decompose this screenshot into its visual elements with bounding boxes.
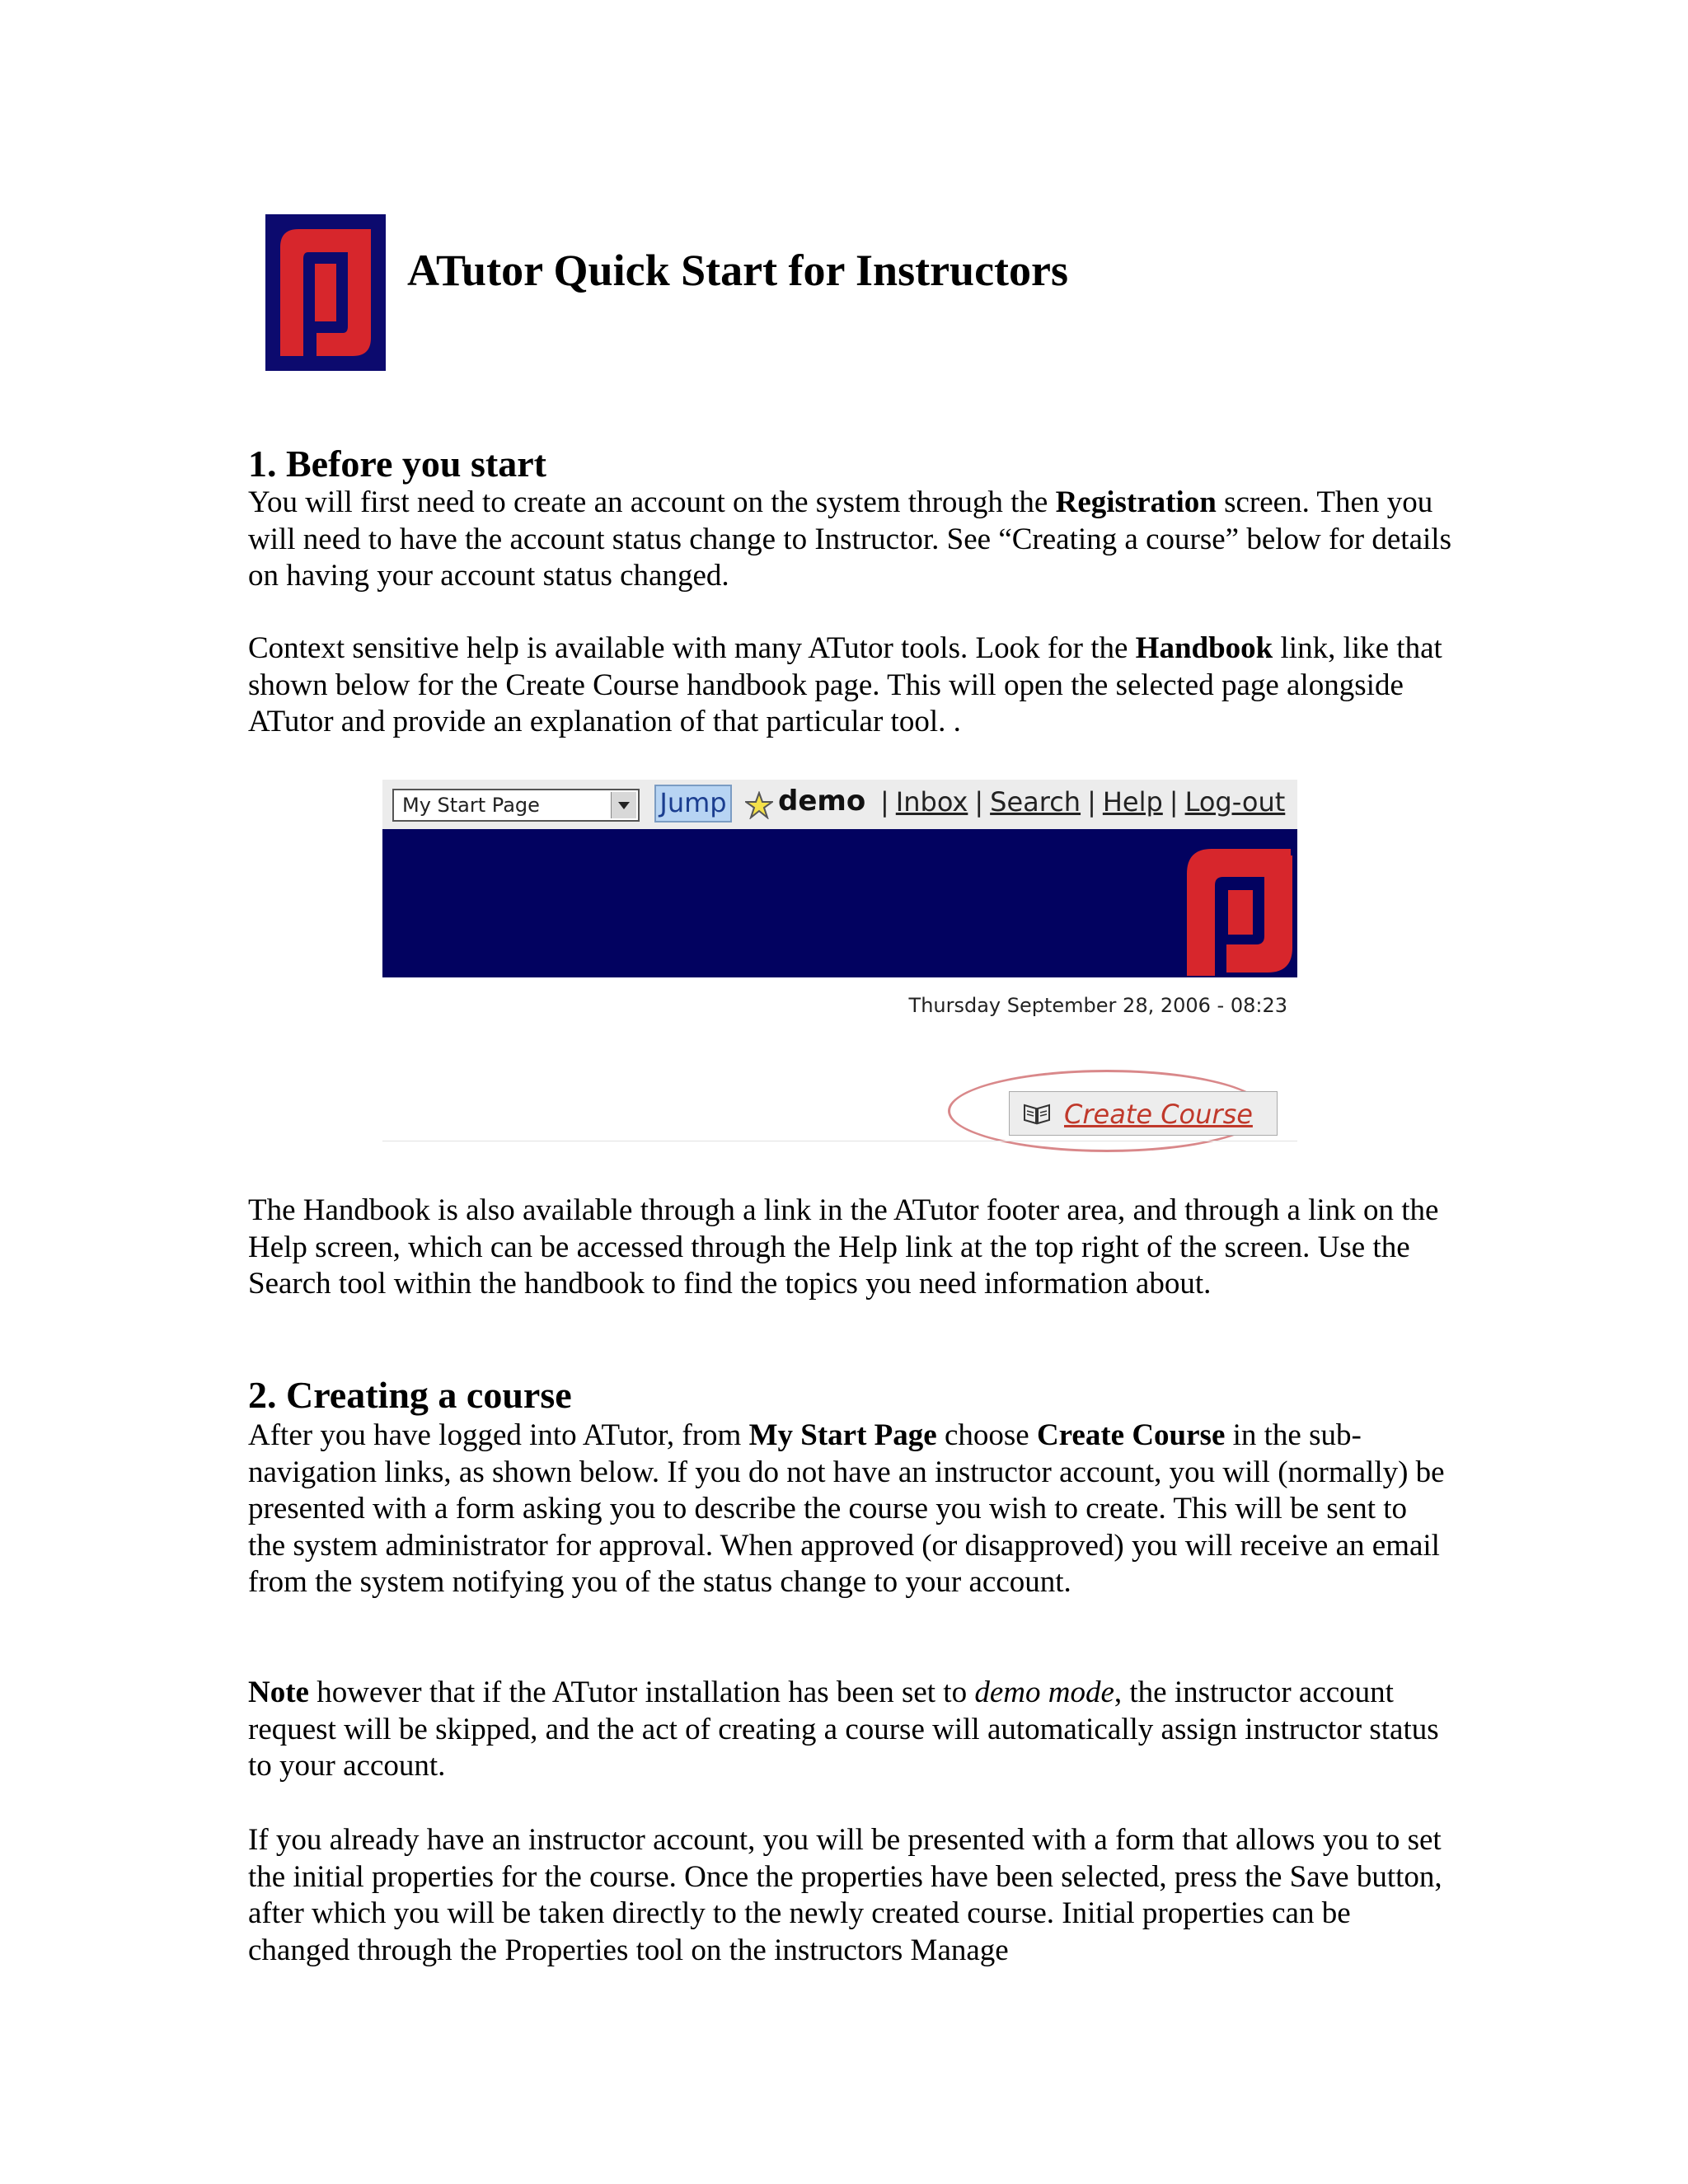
paragraph-create-course <box>248 1418 1451 1601</box>
demo-mode-term: demo mode <box>974 1675 1114 1709</box>
section-heading: 2. Creating a course <box>248 1374 572 1416</box>
top-navigation-bar <box>382 780 1297 830</box>
paragraph: The Handbook is also available through a link in the ATutor footer area, and through a link on the Help screen, which can be accessed through the Help link at the top right of the screen. Use the Search tool within the handbook to find the topics you need information about. <box>248 1193 1439 1301</box>
star-icon <box>745 791 773 819</box>
search-link[interactable]: Search <box>990 786 1081 818</box>
course-jump-select[interactable]: My Start Page <box>392 789 640 822</box>
paragraph-instructor-account <box>248 1822 1451 1969</box>
create-course-link[interactable]: Create Course <box>1064 1099 1253 1130</box>
paragraph-handbook-footer <box>248 1193 1451 1303</box>
paragraph: If you already have an instructor account, you will be presented with a form that allows you to set the initial properties for the course. Once the properties have been selected, press the Save button, after which you will be taken directly to the newly created course. Initial properties can be changed through the Properties tool on the instructors Manage <box>248 1823 1442 1967</box>
section-creating-a-course <box>248 1375 1451 1417</box>
my-start-page-term: My Start Page <box>748 1418 937 1452</box>
jump-button[interactable]: Jump <box>654 785 732 823</box>
date-display: Thursday September 28, 2006 - 08:23 <box>908 994 1287 1017</box>
atutor-screenshot <box>382 780 1297 1142</box>
inbox-link[interactable]: Inbox <box>895 786 968 818</box>
paragraph: Note however that if the ATutor installation has been set to demo mode, the instructor account request will be skipped, and the act of creating a course will automatically assign instructor status to your account. <box>248 1675 1439 1783</box>
help-link[interactable]: Help <box>1102 786 1163 818</box>
book-icon <box>1023 1102 1051 1125</box>
header-banner <box>382 829 1297 977</box>
paragraph: Context sensitive help is available with many ATutor tools. Look for the Handbook link, like that shown below for the Create Course handbook page. This will open the selected page alongside ATutor and provide an explanation of that particular tool. . <box>248 631 1442 738</box>
section-heading: 1. Before you start <box>248 443 546 485</box>
chevron-down-icon[interactable] <box>611 792 636 818</box>
document-title: ATutor Quick Start for Instructors <box>407 246 1069 295</box>
note-term: Note <box>248 1675 309 1709</box>
atutor-logo-icon <box>1182 844 1297 976</box>
top-links: | Inbox | Search | Help | Log-out <box>880 786 1286 818</box>
handbook-term: Handbook <box>1135 631 1273 665</box>
section-before-you-start <box>248 443 1451 485</box>
logout-link[interactable]: Log-out <box>1184 786 1286 818</box>
create-course-button[interactable] <box>1009 1091 1278 1136</box>
paragraph: You will first need to create an account on the system through the Registration screen. Then you will need to have the account status change to Instructor. See “Creating a course” below for details on having your account status changed. <box>248 485 1451 593</box>
user-name: demo <box>778 785 866 818</box>
paragraph: After you have logged into ATutor, from My Start Page choose Create Course in the sub-navigation links, as shown below. If you do not have an instructor account, you will (normally) be presented with a form asking you to describe the course you wish to create. This will be sent to the system administrator for approval. When approved (or disapproved) you will receive an email from the system notifying you of the status change to your account. <box>248 1418 1445 1599</box>
create-course-term: Create Course <box>1036 1418 1226 1452</box>
registration-term: Registration <box>1055 485 1217 519</box>
paragraph-registration <box>248 485 1451 595</box>
paragraph-demo-mode <box>248 1675 1451 1785</box>
paragraph-handbook <box>248 630 1451 741</box>
atutor-logo-icon <box>265 214 386 371</box>
